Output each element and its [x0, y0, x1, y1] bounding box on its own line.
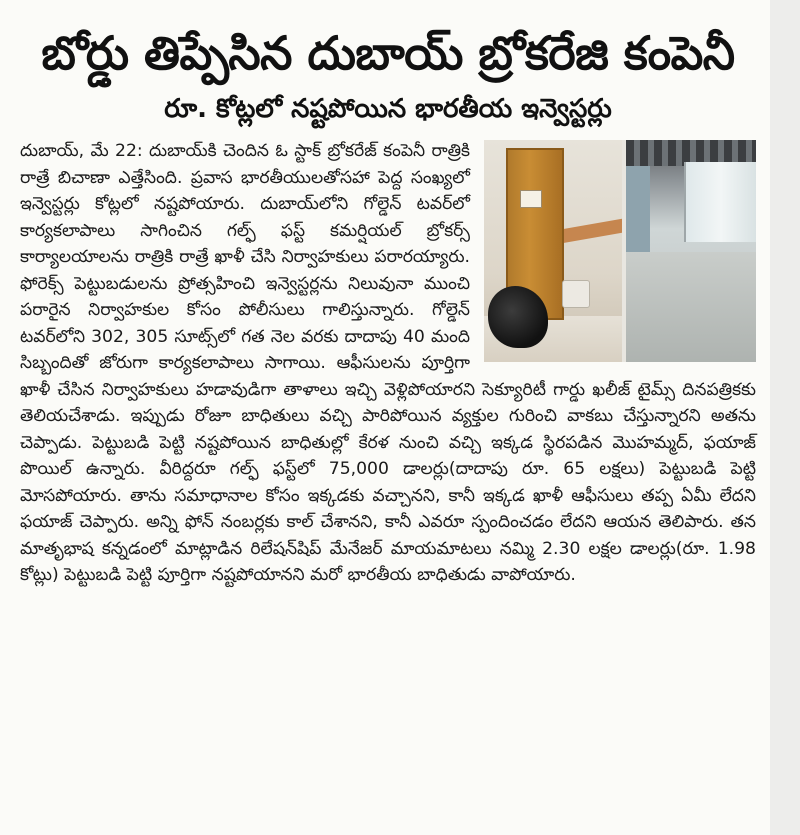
headline: బోర్డు తిప్పేసిన దుబాయ్ బ్రోకరేజి కంపెనీ: [41, 26, 735, 80]
page-edge: [770, 0, 800, 835]
article-body: దుబాయ్, మే 22: దుబాయ్‌కి చెందిన ఓ స్టాక్ బ్రోకరేజ్ కంపెనీ రాత్రికి రాత్రే బిచాణా ఎత్తేసింది. ప్రవాస భారతీయులతోసహా పెద్ద సంఖ్యలో ఇన్వెస్టర్లు కోట్లలో నష్టపోయారు. దుబాయ్‌లోని గోల్డెన్ టవర్‌లో కార్యకలాపాలు సాగించిన గల్ఫ్ ఫస్ట్ కమర్షియల్ బ్రోకర్స్ కార్యాలయాలను రాత్రికి రాత్రే ఖాళీ చేసి నిర్వాహకులు పరారయ్యారు. ఫోరెక్స్ పెట్టుబడులను ప్రోత్సహించి ఇన్వెస్టర్లను నిలువునా ముంచి పరారైన నిర్వాహకుల కోసం పోలీసులు గాలిస్తున్నారు. గోల్డెన్ టవర్‌లోని 302, 305 సూట్స్‌లో గత నెల వరకు దాదాపు 40 మంది సిబ్బందితో జోరుగా కార్యకలాపాలు సాగాయి. ఆఫీసులను పూర్తిగా ఖాళీ చేసిన నిర్వాహకులు హడావుడిగా తాళాలు ఇచ్చి వెళ్లిపోయారని సెక్యూరిటీ గార్డు ఖలీజ్ టైమ్స్ దినపత్రికకు తెలియచేశాడు. ఇప్పుడు రోజూ బాధితులు వచ్చి పారిపోయిన వ్యక్తుల గురించి వాకబు చేస్తున్నారని అతను చెప్పాడు. పెట్టుబడి పెట్టి నష్టపోయిన బాధితుల్లో కేరళ నుంచి వచ్చి ఇక్కడ స్థిరపడిన మొహమ్మద్, ఫయాజ్ పొయిల్ ఉన్నారు. వీరిద్దరూ గల్ఫ్ ఫస్ట్‌లో 75,000 డాలర్లు(దాదాపు రూ. 65 లక్షలు) పెట్టుబడి పెట్టి మోసపోయారు. తాను సమాధానాల కోసం ఇక్కడకు వచ్చానని, కానీ ఇక్కడ ఖాళీ ఆఫీసులు తప్ప ఏమీ లేదని ఫయాజ్ చెప్పారు. అన్ని ఫోన్ నంబర్లకు కాల్ చేశానని, కానీ ఎవరూ స్పందించడం లేదని ఆయన తెలిపారు. తన మాతృభాష కన్నడంలో మాట్లాడిన రిలేషన్‌షిప్ మేనేజర్ మాయమాటలు నమ్మి 2.30 లక్షల డాలర్లు(రూ. 1.98 కోట్లు) పెట్టుబడి పెట్టి పూర్తిగా నష్టపోయానని మరో భారతీయ బాధితుడు వాపోయారు.: [20, 141, 756, 585]
photo-empty-office: [626, 140, 756, 362]
photo-office-door: [484, 140, 622, 362]
article-photo: [484, 140, 756, 362]
subheadline: రూ. కోట్లలో నష్టపోయిన భారతీయ ఇన్వెస్టర్లు: [164, 94, 612, 124]
article-body-container: [20, 138, 756, 589]
window-icon: [684, 162, 756, 242]
